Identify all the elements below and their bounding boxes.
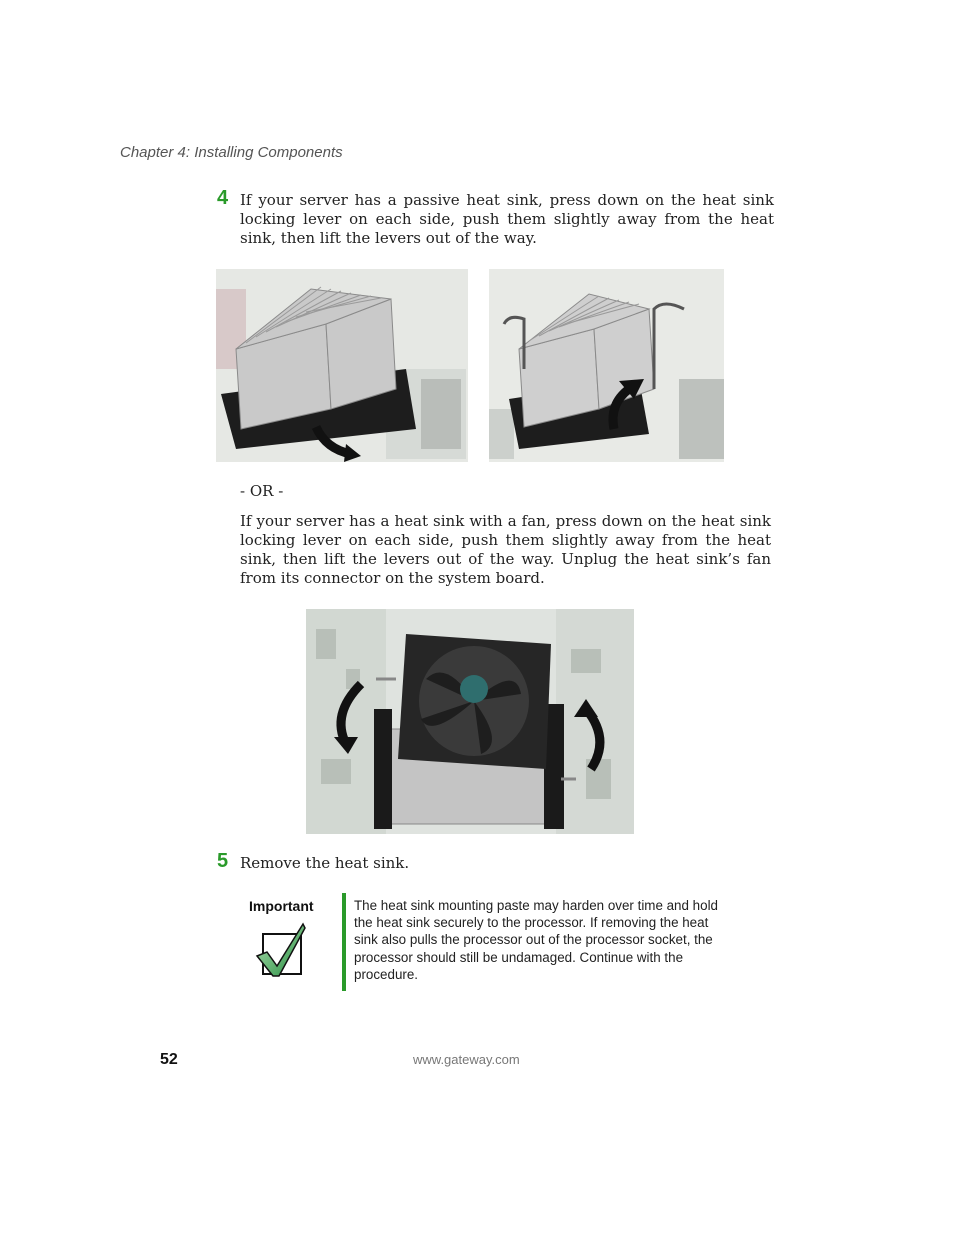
fan-paragraph: If your server has a heat sink with a fan, press down on the heat sink locking lever on each side, push them slightly away from the heat sink, then lift the levers out of the way. Unplug the heat sink’s fan from its connector on the system board. <box>240 512 771 587</box>
page-number: 52 <box>160 1051 178 1068</box>
photo-passive-heatsink-press-lever <box>216 269 468 462</box>
passive-heatsink-lift-illustration <box>489 269 724 462</box>
step-number-4: 4 <box>217 187 229 209</box>
note-accent-bar <box>342 893 346 991</box>
footer-url: www.gateway.com <box>413 1052 520 1067</box>
passive-heatsink-press-illustration <box>216 269 468 462</box>
chapter-header: Chapter 4: Installing Components <box>120 144 343 161</box>
important-note-text: The heat sink mounting paste may harden over time and hold the heat sink securely to the processor. If removing the heat sink also pulls the processor out of the processor socket, the processor should still be undamaged. Continue with the procedure. <box>354 898 718 982</box>
photo-passive-heatsink-lift-lever <box>489 269 724 462</box>
important-label: Important <box>249 898 314 914</box>
step-number-5: 5 <box>217 850 229 872</box>
fan-heatsink-illustration <box>306 609 634 834</box>
step-5-text: Remove the heat sink. <box>240 854 410 872</box>
step-4-text: If your server has a passive heat sink, press down on the heat sink locking lever on each side, push them slightly away from the heat sink, then lift the levers out of the way. <box>240 191 774 247</box>
checkmark-icon <box>253 920 309 980</box>
photo-fan-heatsink-levers <box>306 609 634 834</box>
or-separator: - OR - <box>240 482 284 500</box>
